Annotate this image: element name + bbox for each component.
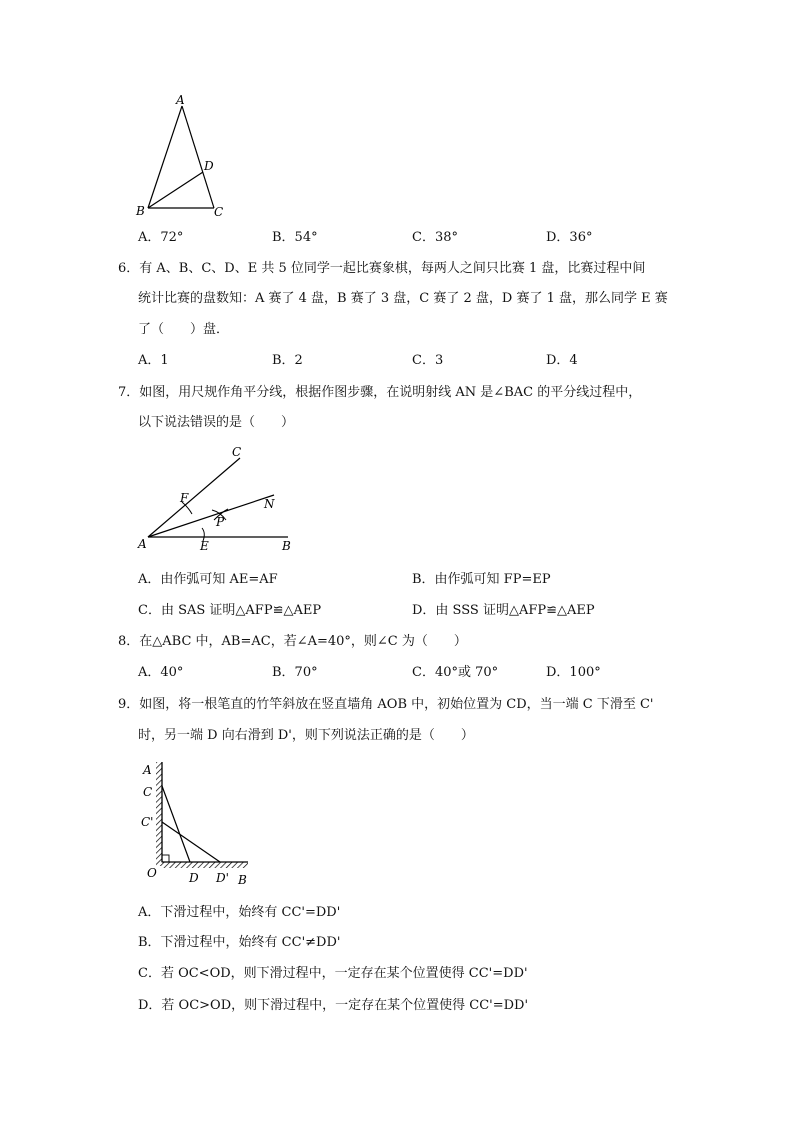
q7-option-b[interactable]: B．由作弧可知 FP=EP (412, 572, 551, 587)
q9-figure-ladder-corner (134, 756, 264, 890)
q8-stem-line-1: 8．在△ABC 中，AB=AC，若∠A=40°，则∠C 为（ ） (118, 634, 467, 649)
label-A: A (138, 537, 147, 551)
label-B: B (282, 539, 291, 553)
q7-figure-angle-bisector (132, 440, 302, 558)
label-B: B (238, 873, 247, 887)
label-C: C (143, 785, 153, 799)
q9-option-b[interactable]: B．下滑过程中，始终有 CC'≠DD' (138, 935, 341, 950)
pole-C2D2 (162, 822, 220, 862)
q7-option-c[interactable]: C．由 SAS 证明△AFP≌△AEP (138, 603, 322, 618)
label-A: A (143, 763, 152, 777)
q7-stem-line-1: 7．如图，用尺规作角平分线，根据作图步骤，在说明射线 AN 是∠BAC 的平分线过程中， (118, 385, 642, 400)
label-B: B (136, 204, 145, 218)
q9-stem-line-1: 9．如图，将一根笔直的竹竿斜放在竖直墙角 AOB 中，初始位置为 CD，当一端 C 下滑至 C' (118, 697, 654, 712)
q5-option-a[interactable]: A．72° (138, 230, 184, 245)
label-D-prime: D' (216, 871, 229, 885)
ray-AN (148, 495, 274, 537)
q9-option-c[interactable]: C．若 OC<OD，则下滑过程中，一定存在某个位置使得 CC'=DD' (138, 966, 528, 981)
q5-option-d[interactable]: D．36° (546, 230, 593, 245)
ray-AC (148, 458, 240, 537)
q6-option-d[interactable]: D．4 (546, 353, 578, 368)
floor-hatch (162, 862, 248, 868)
pole-CD (162, 786, 190, 862)
q5-figure-triangle (130, 92, 240, 222)
q6-stem-line-2: 统计比赛的盘数知：A 赛了 4 盘，B 赛了 3 盘，C 赛了 2 盘，D 赛了 1 盘，那么同学 E 赛 (138, 291, 668, 306)
label-P: P (216, 515, 225, 529)
q8-option-b[interactable]: B．70° (272, 665, 318, 680)
label-F: F (180, 491, 189, 505)
q8-option-a[interactable]: A．40° (138, 665, 184, 680)
label-C: C (232, 445, 242, 459)
label-D: D (204, 159, 214, 173)
q5-option-b[interactable]: B．54° (272, 230, 318, 245)
segment-BD (148, 172, 203, 208)
segment-AC (182, 106, 214, 208)
q8-option-d[interactable]: D．100° (546, 665, 601, 680)
q8-option-c[interactable]: C．40°或 70° (412, 665, 499, 680)
q5-option-c[interactable]: C．38° (412, 230, 458, 245)
label-E: E (200, 539, 209, 553)
q6-stem-line-1: 6．有 A、B、C、D、E 共 5 位同学一起比赛象棋，每两人之间只比赛 1 盘，比赛过程中间 (118, 261, 646, 276)
q6-option-c[interactable]: C．3 (412, 353, 444, 368)
q9-option-d[interactable]: D．若 OC>OD，则下滑过程中，一定存在某个位置使得 CC'=DD' (138, 998, 529, 1013)
q6-stem-line-3: 了（ ）盘． (138, 322, 230, 337)
q9-option-a[interactable]: A．下滑过程中，始终有 CC'=DD' (138, 905, 341, 920)
label-C: C (214, 205, 224, 219)
label-C-prime: C' (141, 815, 154, 829)
q9-stem-line-2: 时，另一端 D 向右滑到 D'，则下列说法正确的是（ ） (138, 728, 474, 743)
label-N: N (264, 497, 275, 511)
right-angle-mark (162, 855, 169, 862)
q7-stem-line-2: 以下说法错误的是（ ） (138, 415, 295, 430)
label-D: D (189, 871, 199, 885)
label-O: O (147, 866, 157, 880)
label-A: A (176, 93, 185, 107)
segment-AB (148, 106, 182, 208)
q6-option-b[interactable]: B．2 (272, 353, 303, 368)
q7-option-d[interactable]: D．由 SSS 证明△AFP≌△AEP (412, 603, 595, 618)
wall-hatch (156, 762, 162, 866)
q7-option-a[interactable]: A．由作弧可知 AE=AF (138, 572, 278, 587)
q6-option-a[interactable]: A．1 (138, 353, 169, 368)
